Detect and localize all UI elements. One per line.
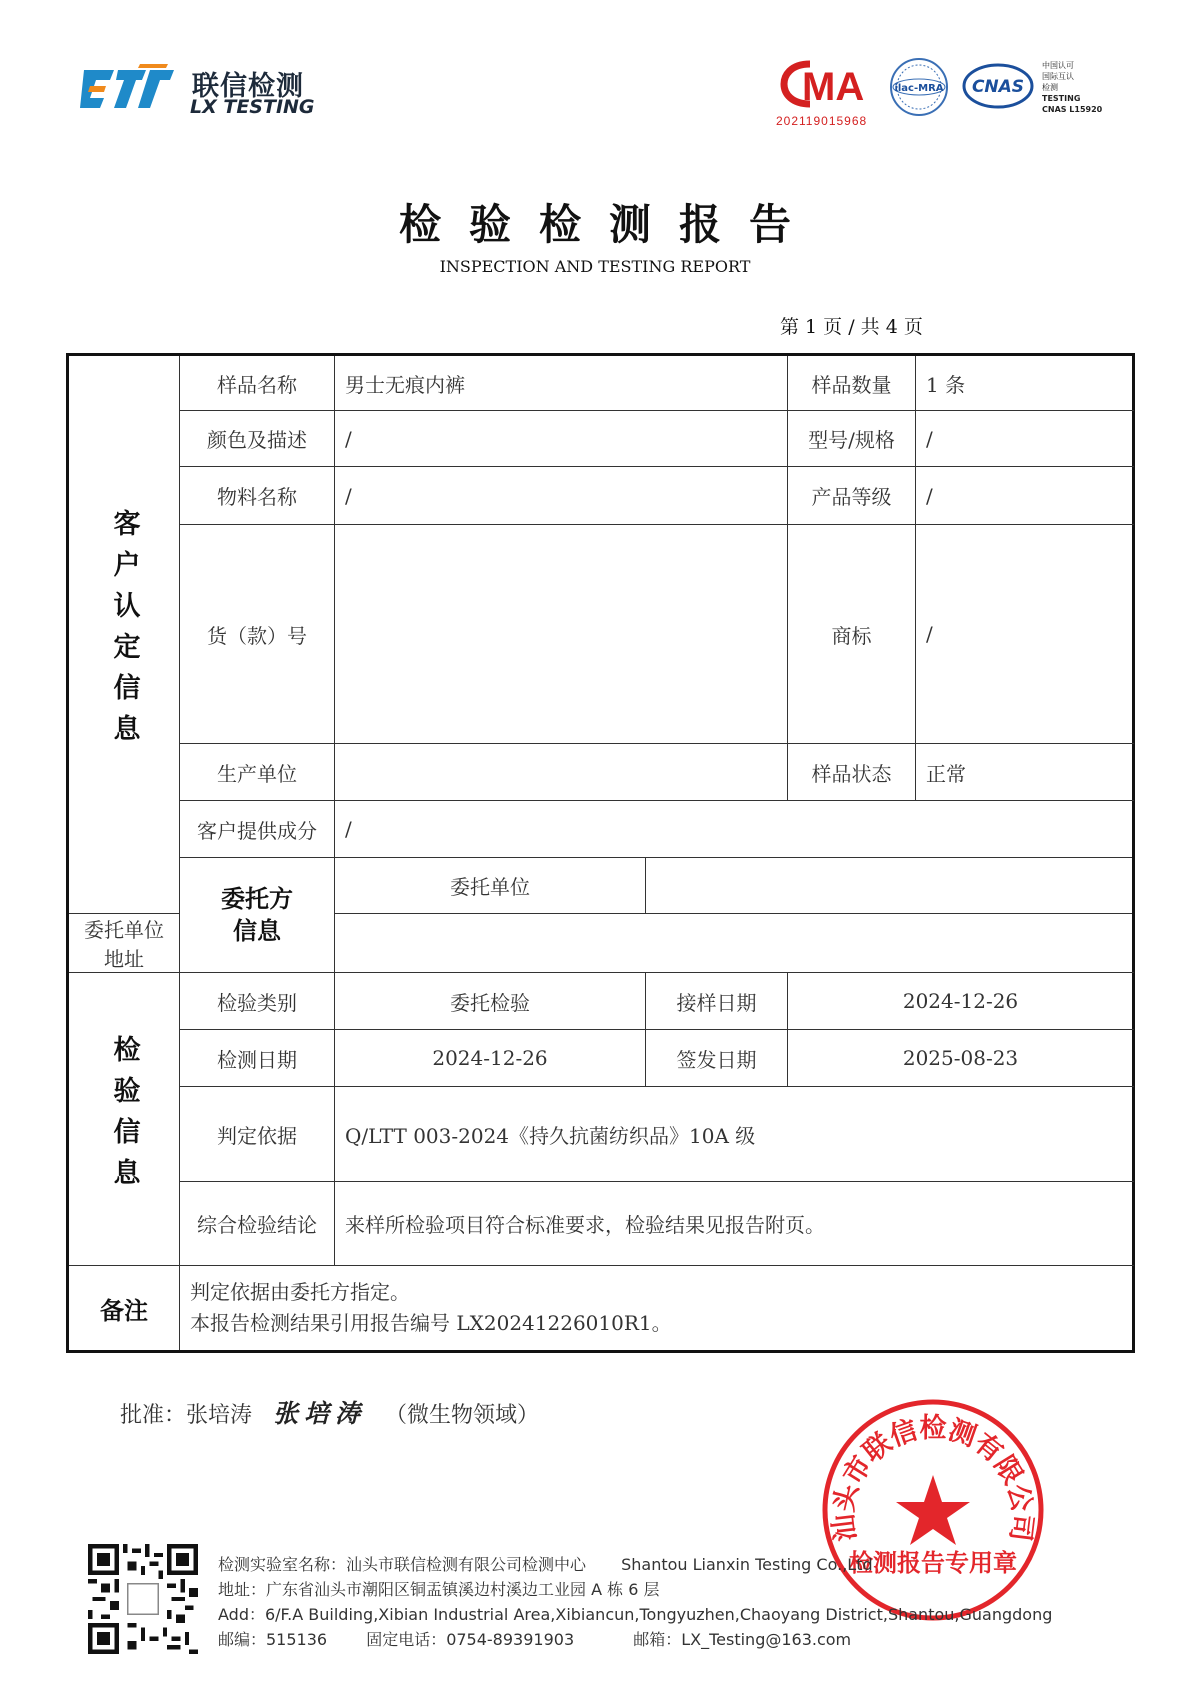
model-value: / [916,411,1134,467]
composition-value: / [335,801,1134,858]
client-address-label: 委托单位地址 [68,914,180,973]
section-inspection-label: 检验信息 [108,1034,140,1199]
remarks-line: 本报告检测结果引用报告编号 LX20241226010R1。 [190,1311,672,1335]
sample-name-label: 样品名称 [180,355,335,411]
cnas-line: CNAS L15920 [1042,105,1103,114]
section-inspection [68,973,180,1266]
cnas-line: 中国认可 [1042,61,1074,70]
section-customer-label: 客户认定信息 [108,509,140,755]
footer-phone: 固定电话：0754-89391903 [366,1630,575,1649]
cma-label: MA [802,65,865,109]
material-value: / [335,467,788,525]
footer-info [218,1552,1052,1652]
manufacturer-value [335,744,788,801]
approval-note: （微生物领域） [385,1403,540,1428]
issue-date-value: 2025-08-23 [788,1030,1134,1087]
report-subtitle: INSPECTION AND TESTING REPORT [439,257,751,276]
page-indicator: 第 1 页 / 共 4 页 [780,316,923,338]
footer-address-cn: 地址：广东省汕头市潮阳区铜盂镇溪边村溪边工业园 A 栋 6 层 [218,1580,660,1599]
section-client-label: 委托方信息 [221,884,293,945]
sample-state-label: 样品状态 [788,744,916,801]
qr-code-icon [88,1544,198,1654]
receive-date-value: 2024-12-26 [788,973,1134,1030]
model-label: 型号/规格 [788,411,916,467]
conclusion-value: 来样所检验项目符合标准要求，检验结果见报告附页。 [335,1182,1134,1266]
brand-label: 商标 [788,525,916,744]
conclusion-label: 综合检验结论 [180,1182,335,1266]
sample-name-value: 男士无痕内裤 [335,355,788,411]
basis-label: 判定依据 [180,1087,335,1182]
style-no-value [335,525,788,744]
color-value: / [335,411,788,467]
test-date-value: 2024-12-26 [335,1030,646,1087]
lx-testing-logo-icon [80,62,176,116]
approval-line [120,1394,539,1430]
color-label: 颜色及描述 [180,411,335,467]
sample-state-value: 正常 [916,744,1134,801]
client-label: 委托单位 [335,858,646,914]
logo-english-name: LX TESTING [190,96,315,118]
cnas-accreditation-text [1042,60,1102,115]
approval-label: 批准：张培涛 [120,1403,253,1428]
style-no-label: 货（款）号 [180,525,335,744]
seal-bottom-text: 检测报告专用章 [849,1548,1017,1577]
receive-date-label: 接样日期 [646,973,788,1030]
sample-qty-value: 1 条 [916,355,1134,411]
client-value [646,858,1134,914]
seal-ring-text: 汕头市联信检测有限公司 [828,1413,1038,1543]
logo-chinese-name: 联信检测 [192,71,304,102]
brand-value: / [916,525,1134,744]
remarks-line: 判定依据由委托方指定。 [190,1280,410,1304]
cnas-label: CNAS [971,77,1025,97]
footer-postcode: 邮编：515136 [218,1630,328,1649]
cnas-line: 检测 [1042,83,1058,92]
test-date-label: 检测日期 [180,1030,335,1087]
issue-date-label: 签发日期 [646,1030,788,1087]
section-remarks: 备注 [68,1266,180,1352]
client-address-value [335,914,1134,973]
footer-email: 邮箱：LX_Testing@163.com [633,1630,852,1649]
grade-value: / [916,467,1134,525]
approval-signature: 张培涛 [273,1399,367,1428]
cnas-icon [962,62,1034,110]
composition-label: 客户提供成分 [180,801,335,858]
basis-value: Q/LTT 003-2024《持久抗菌纺织品》10A 级 [335,1087,1134,1182]
remarks-content [180,1266,1134,1352]
test-type-value: 委托检验 [335,973,646,1030]
sample-qty-label: 样品数量 [788,355,916,411]
test-type-label: 检验类别 [180,973,335,1030]
footer-lab-name-en: Shantou Lianxin Testing Co.,Ltd [621,1555,873,1574]
section-client [180,858,335,973]
ilac-mra-icon [888,56,950,118]
ilac-label: ilac-MRA [894,83,944,94]
footer-address-en: Add：6/F.A Building,Xibian Industrial Area,Xibiancun,Tongyuzhen,Chaoyang District,Shantou,Guangdong [218,1605,1053,1624]
footer-lab-row [218,1552,1052,1577]
seal-star-icon [896,1475,970,1545]
grade-label: 产品等级 [788,467,916,525]
cma-certification-icon [780,58,876,110]
cma-number: 202119015968 [776,114,868,128]
material-label: 物料名称 [180,467,335,525]
cnas-line: TESTING [1042,94,1081,103]
footer-contact-row [218,1627,1052,1652]
report-title: 检验检测报告 [398,200,819,249]
manufacturer-label: 生产单位 [180,744,335,801]
cnas-line: 国际互认 [1042,72,1074,81]
report-table [66,353,1135,1353]
section-customer [68,355,180,914]
footer-lab-name: 检测实验室名称：汕头市联信检测有限公司检测中心 [218,1555,587,1574]
